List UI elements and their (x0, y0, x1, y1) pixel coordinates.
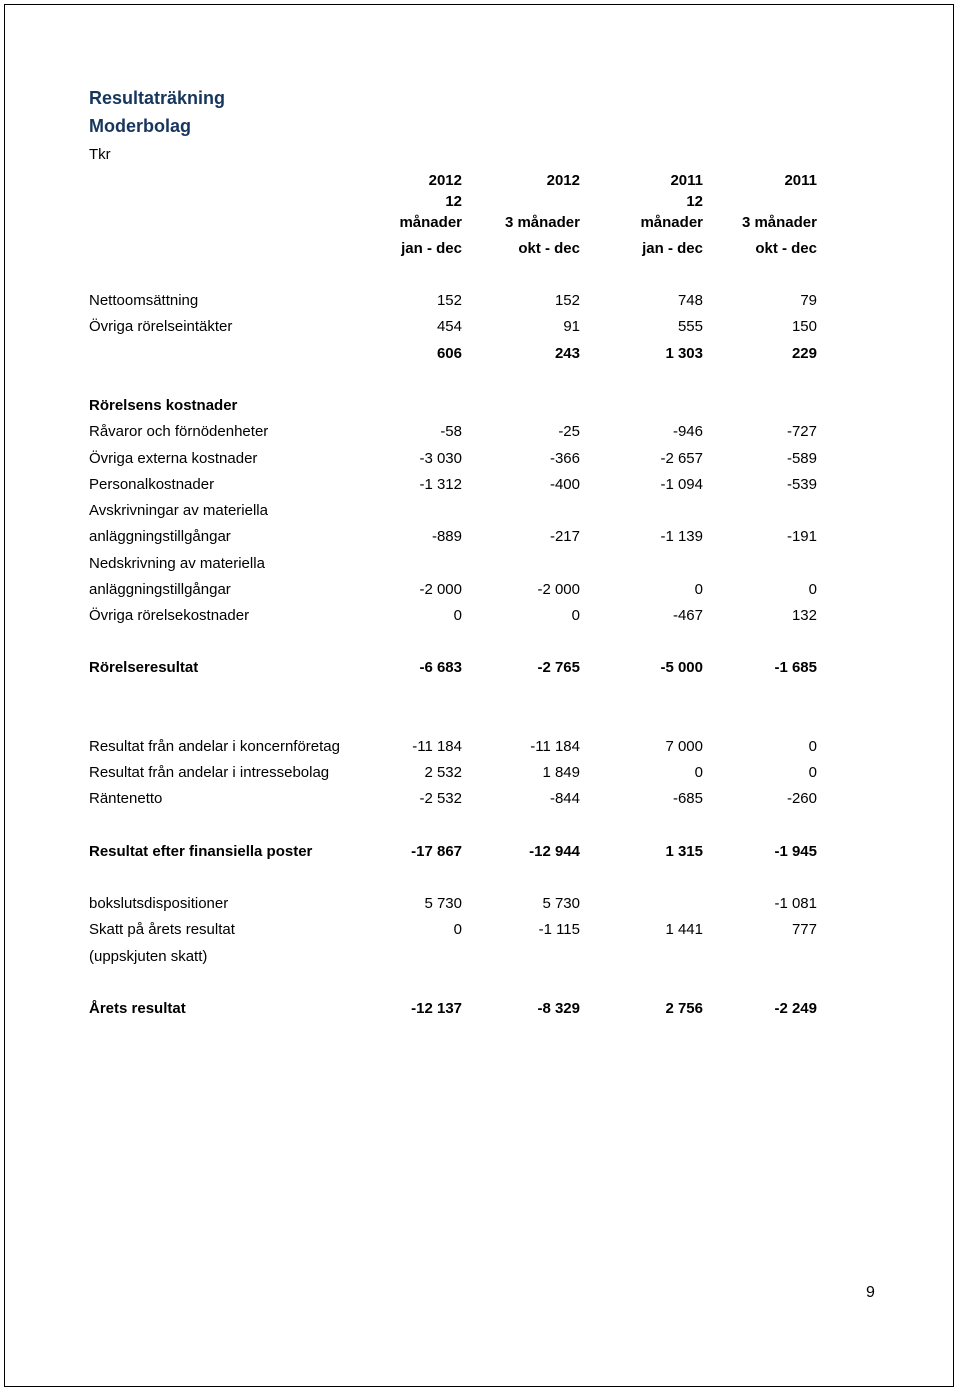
row-value-col4: 79 (800, 292, 817, 309)
row-value-col3: -946 (672, 423, 703, 440)
table-row (0, 895, 960, 915)
row-value-col1: 454 (436, 318, 462, 335)
row-value-col1: -889 (431, 528, 462, 545)
unit-label: Tkr (89, 146, 111, 163)
table-row (0, 555, 960, 575)
col3-range: jan - dec (642, 240, 703, 257)
col2-range: okt - dec (518, 240, 580, 257)
row-label: Resultat från andelar i intressebolag (89, 764, 330, 781)
row-value-col2: -217 (549, 528, 580, 545)
row-value-col4: -1 945 (774, 843, 817, 860)
row-value-col3: 555 (677, 318, 703, 335)
row-value-col2: 5 730 (542, 895, 580, 912)
row-value-col4: 132 (791, 607, 817, 624)
table-row (0, 921, 960, 941)
row-value-col3: -467 (672, 607, 703, 624)
row-value-col1: -17 867 (411, 843, 462, 860)
row-value-col3: 748 (677, 292, 703, 309)
row-value-col2: 152 (554, 292, 580, 309)
row-value-col4: 0 (808, 764, 817, 781)
page-subtitle: Moderbolag (89, 116, 191, 136)
table-row (0, 843, 960, 863)
row-value-col3: 1 315 (665, 843, 703, 860)
row-value-col1: 0 (453, 607, 462, 624)
table-row (0, 607, 960, 627)
row-value-col4: -191 (786, 528, 817, 545)
row-value-col4: -727 (786, 423, 817, 440)
row-value-col1: -3 030 (419, 450, 462, 467)
col3-year: 2011 (670, 172, 703, 189)
row-label: Råvaror och förnödenheter (89, 423, 269, 440)
row-value-col2: 0 (571, 607, 580, 624)
page-title: Resultaträkning (89, 88, 226, 108)
row-value-col4: 0 (808, 581, 817, 598)
row-label: Rörelsens kostnader (89, 397, 238, 414)
row-label: Nedskrivning av materiella (89, 555, 265, 572)
table-row (0, 764, 960, 784)
row-value-col4: -1 081 (774, 895, 817, 912)
table-row (0, 292, 960, 312)
row-value-col1: 5 730 (424, 895, 462, 912)
row-value-col1: -1 312 (419, 476, 462, 493)
row-label: Årets resultat (89, 1000, 186, 1017)
row-value-col1: 152 (436, 292, 462, 309)
row-value-col4: 150 (791, 318, 817, 335)
row-value-col2: 1 849 (542, 764, 580, 781)
row-value-col2: -1 115 (538, 921, 580, 938)
row-value-col2: -400 (549, 476, 580, 493)
column-header-period-b-row (0, 214, 960, 234)
row-value-col4: -260 (786, 790, 817, 807)
row-value-col3: 7 000 (665, 738, 703, 755)
row-label: anläggningstillgångar (89, 528, 231, 545)
row-label: bokslutsdispositioner (89, 895, 229, 912)
col4-year: 2011 (784, 172, 817, 189)
row-label: anläggningstillgångar (89, 581, 231, 598)
table-row (0, 790, 960, 810)
row-label: Resultat efter finansiella poster (89, 843, 313, 860)
row-value-col1: -11 184 (412, 738, 462, 755)
row-value-col3: -5 000 (660, 659, 703, 676)
row-value-col1: -2 532 (419, 790, 462, 807)
col1-year: 2012 (428, 172, 462, 189)
table-row (0, 528, 960, 548)
row-label: Personalkostnader (89, 476, 215, 493)
row-value-col2: -11 184 (530, 738, 580, 755)
col1-period-b: månader (399, 214, 462, 231)
row-label: Räntenetto (89, 790, 163, 807)
row-label: Resultat från andelar i koncernföretag (89, 738, 340, 755)
table-row (0, 502, 960, 522)
row-label: Övriga rörelsekostnader (89, 607, 250, 624)
row-value-col1: -58 (440, 423, 462, 440)
row-value-col2: 91 (563, 318, 580, 335)
row-value-col2: 243 (554, 345, 580, 362)
col3-period-b: månader (640, 214, 703, 231)
row-value-col2: -366 (549, 450, 580, 467)
page-number: 9 (866, 1284, 875, 1301)
row-value-col3: -1 094 (660, 476, 703, 493)
table-row (0, 450, 960, 470)
row-value-col3: 0 (694, 581, 703, 598)
row-value-col3: 1 303 (665, 345, 703, 362)
row-value-col4: -2 249 (774, 1000, 817, 1017)
table-row (0, 948, 960, 968)
row-value-col4: 229 (791, 345, 817, 362)
row-value-col1: -12 137 (411, 1000, 462, 1017)
row-value-col4: 0 (808, 738, 817, 755)
col2-period-b: 3 månader (504, 214, 580, 231)
row-value-col2: -2 765 (537, 659, 580, 676)
row-value-col1: 0 (453, 921, 462, 938)
table-row (0, 1000, 960, 1020)
row-value-col3: -685 (672, 790, 703, 807)
row-value-col3: -2 657 (660, 450, 703, 467)
table-row (0, 423, 960, 443)
table-row (0, 738, 960, 758)
col3-period-a: 12 (686, 193, 703, 210)
table-row (0, 318, 960, 338)
column-header-period-a-row (0, 193, 960, 213)
col4-period-b: 3 månader (741, 214, 817, 231)
column-header-range-row (0, 240, 960, 260)
row-value-col2: -844 (549, 790, 580, 807)
col1-range: jan - dec (401, 240, 462, 257)
row-value-col2: -2 000 (537, 581, 580, 598)
col4-range: okt - dec (755, 240, 817, 257)
row-value-col2: -12 944 (529, 843, 580, 860)
col1-period-a: 12 (445, 193, 462, 210)
row-value-col3: 2 756 (665, 1000, 703, 1017)
row-label: Avskrivningar av materiella (89, 502, 268, 519)
table-row (0, 581, 960, 601)
table-row (0, 397, 960, 417)
row-label: Övriga rörelseintäkter (89, 318, 233, 335)
row-label: Nettoomsättning (89, 292, 199, 309)
row-value-col1: -6 683 (419, 659, 462, 676)
col2-year: 2012 (546, 172, 580, 189)
row-value-col2: -8 329 (537, 1000, 580, 1017)
table-row (0, 476, 960, 496)
row-label: Rörelseresultat (89, 659, 199, 676)
row-value-col1: 2 532 (424, 764, 462, 781)
row-value-col3: -1 139 (660, 528, 703, 545)
row-value-col4: 777 (791, 921, 817, 938)
row-value-col4: -589 (786, 450, 817, 467)
row-label: Övriga externa kostnader (89, 450, 258, 467)
row-value-col4: -539 (786, 476, 817, 493)
column-header-year-row (0, 172, 960, 192)
row-value-col2: -25 (558, 423, 580, 440)
row-value-col3: 1 441 (665, 921, 703, 938)
row-label: Skatt på årets resultat (89, 921, 235, 938)
row-value-col1: -2 000 (419, 581, 462, 598)
row-value-col3: 0 (694, 764, 703, 781)
row-value-col1: 606 (436, 345, 462, 362)
table-row (0, 345, 960, 365)
row-label: (uppskjuten skatt) (89, 948, 208, 965)
table-row (0, 659, 960, 679)
row-value-col4: -1 685 (774, 659, 817, 676)
